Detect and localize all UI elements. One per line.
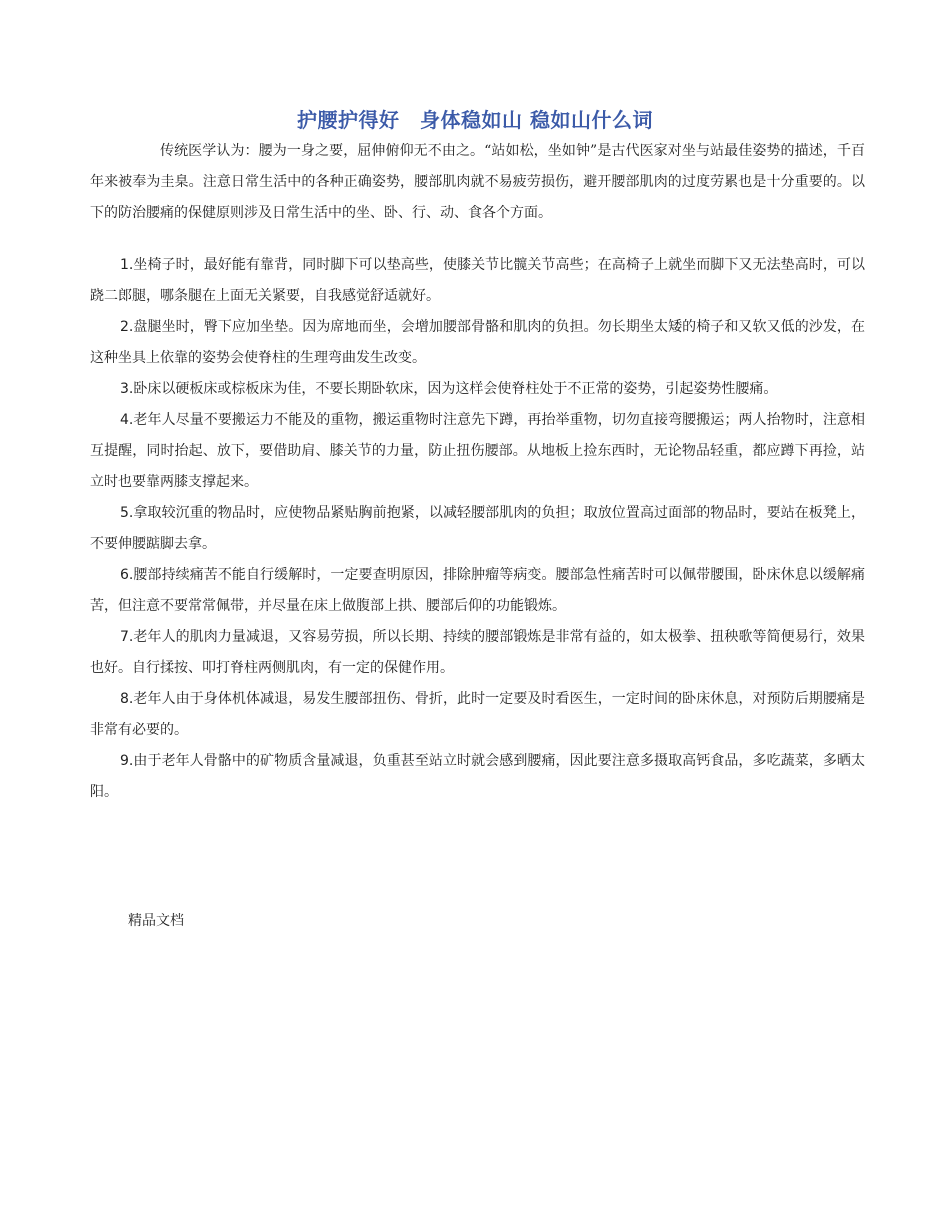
item-number: 4. bbox=[120, 412, 134, 428]
item-text: 盘腿坐时，臀下应加坐垫。因为席地而坐，会增加腰部骨骼和肌肉的负担。勿长期坐太矮的椅子和又软又低的沙发，在这种坐具上依靠的姿势会使脊柱的生理弯曲发生改变。 bbox=[90, 319, 865, 366]
item-text: 老年人尽量不要搬运力不能及的重物，搬运重物时注意先下蹲，再抬举重物，切勿直接弯腰搬运；两人抬物时，注意相互提醒，同时抬起、放下，要借助肩、膝关节的力量，防止扭伤腰部。从地板上捡东西时，无论物品轻重，都应蹲下再捡，站立时也要靠两膝支撑起来。 bbox=[90, 412, 865, 490]
footer-note: 精品文档 bbox=[128, 913, 184, 929]
list-item bbox=[90, 560, 865, 622]
item-number: 9. bbox=[120, 753, 134, 769]
list-item bbox=[90, 684, 865, 746]
item-number: 5. bbox=[120, 505, 134, 521]
item-text: 坐椅子时，最好能有靠背，同时脚下可以垫高些，使膝关节比髋关节高些；在高椅子上就坐而脚下又无法垫高时，可以跷二郎腿，哪条腿在上面无关紧要，自我感觉舒适就好。 bbox=[90, 257, 865, 304]
list-item bbox=[90, 374, 865, 405]
document-title: 护腰护得好 身体稳如山 稳如山什么词 bbox=[297, 108, 653, 132]
item-number: 3. bbox=[120, 381, 134, 397]
intro-paragraph: 传统医学认为：腰为一身之要，屈伸俯仰无不由之。“站如松，坐如钟”是古代医家对坐与站最佳姿势的描述，千百年来被奉为圭臬。注意日常生活中的各种正确姿势，腰部肌肉就不易疲劳损伤，避开腰部肌肉的过度劳累也是十分重要的。以下的防治腰痛的保健原则涉及日常生活中的坐、卧、行、动、食各个方面。 bbox=[90, 143, 865, 221]
item-text: 腰部持续痛苦不能自行缓解时，一定要查明原因，排除肿瘤等病变。腰部急性痛苦时可以佩带腰围，卧床休息以缓解痛苦，但注意不要常常佩带，并尽量在床上做腹部上拱、腰部后仰的功能锻炼。 bbox=[90, 567, 865, 614]
item-text: 由于老年人骨骼中的矿物质含量减退，负重甚至站立时就会感到腰痛，因此要注意多摄取高钙食品，多吃蔬菜，多晒太阳。 bbox=[90, 753, 865, 800]
item-text: 拿取较沉重的物品时，应使物品紧贴胸前抱紧，以减轻腰部肌肉的负担；取放位置高过面部的物品时，要站在板凳上，不要伸腰踮脚去拿。 bbox=[90, 505, 865, 552]
list-item bbox=[90, 405, 865, 498]
item-number: 6. bbox=[120, 567, 134, 583]
item-number: 7. bbox=[120, 629, 134, 645]
item-text: 老年人由于身体机体减退，易发生腰部扭伤、骨折，此时一定要及时看医生，一定时间的卧床休息，对预防后期腰痛是非常有必要的。 bbox=[90, 691, 865, 738]
tips-list bbox=[90, 250, 865, 808]
list-item bbox=[90, 622, 865, 684]
item-number: 1. bbox=[120, 257, 134, 273]
item-text: 卧床以硬板床或棕板床为佳，不要长期卧软床，因为这样会使脊柱处于不正常的姿势，引起姿势性腰痛。 bbox=[133, 381, 778, 397]
list-item bbox=[90, 312, 865, 374]
list-item bbox=[90, 250, 865, 312]
list-item bbox=[90, 746, 865, 808]
item-number: 8. bbox=[120, 691, 134, 707]
item-number: 2. bbox=[120, 319, 134, 335]
item-text: 老年人的肌肉力量减退，又容易劳损，所以长期、持续的腰部锻炼是非常有益的，如太极拳、扭秧歌等简便易行，效果也好。自行揉按、叩打脊柱两侧肌肉，有一定的保健作用。 bbox=[90, 629, 865, 676]
list-item bbox=[90, 498, 865, 560]
